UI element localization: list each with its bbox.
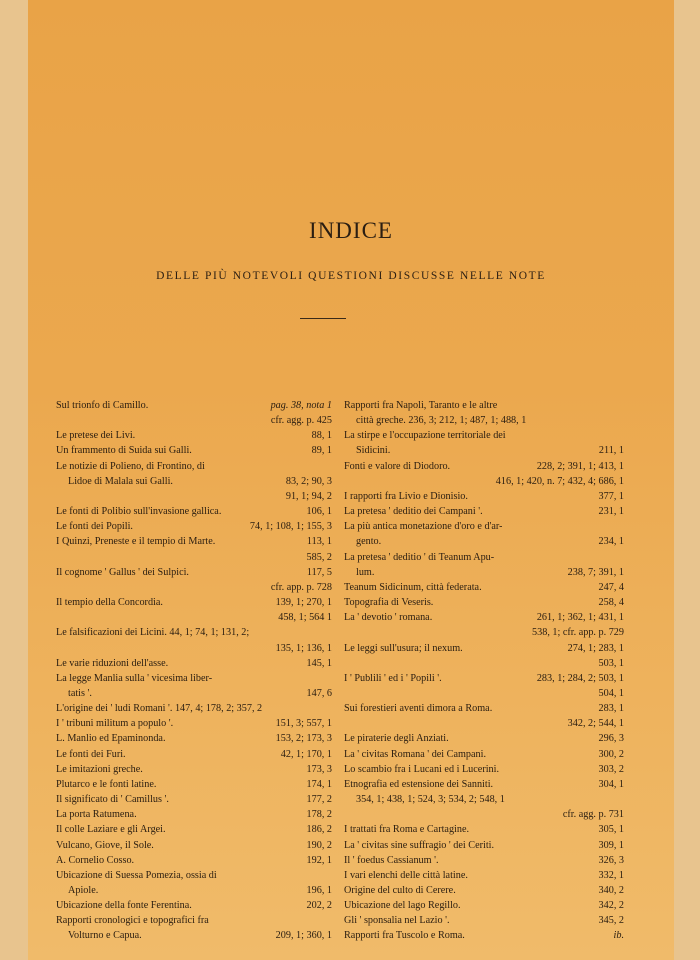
entry-text: I vari elenchi delle città latine. <box>344 869 468 881</box>
index-entry <box>344 489 624 504</box>
index-entry <box>344 550 624 580</box>
entry-page-reference: 340, 2 <box>598 885 624 896</box>
index-entry-line <box>344 716 624 731</box>
index-entry-line <box>56 398 332 413</box>
index-entry-line <box>344 641 624 656</box>
entry-page-reference: 247, 4 <box>598 581 624 593</box>
index-entry-line <box>344 565 624 580</box>
index-entry-line <box>344 838 624 853</box>
entry-text: Rapporti fra Napoli, Taranto e le altre <box>344 400 498 411</box>
entry-text: Le notizie di Polieno, di Frontino, di <box>56 460 205 472</box>
entry-page-reference: 174, 1 <box>306 778 332 790</box>
entry-page-reference: 231, 1 <box>598 506 624 518</box>
entry-text: Rapporti fra Tuscolo e Roma. <box>344 930 465 942</box>
entry-text: La porta Ratumena. <box>56 809 137 821</box>
index-entry <box>56 762 332 777</box>
entry-text: Le fonti di Polibio sull'invasione gallica. <box>56 506 222 518</box>
entry-page-reference: 342, 2 <box>598 900 624 912</box>
index-entry-line <box>344 398 624 413</box>
index-entry-line <box>344 610 624 625</box>
entry-page-reference: 83, 2; 90, 3 <box>285 475 332 487</box>
entry-page-reference: 173, 3 <box>306 763 332 775</box>
entry-page-reference: 377, 1 <box>598 490 624 502</box>
index-entry-line <box>56 731 332 746</box>
index-entry <box>56 565 332 595</box>
index-entry <box>56 534 332 564</box>
index-entry-line <box>344 883 624 898</box>
index-entry <box>56 731 332 746</box>
entry-page-reference: 416, 1; 420, n. 7; 432, 4; 686, 1 <box>495 475 624 487</box>
index-entry <box>344 641 624 671</box>
index-entry-line <box>56 777 332 792</box>
entry-text: città greche. 236, 3; 212, 1; 487, 1; 488, 1 <box>356 415 527 427</box>
index-entry-line <box>344 489 624 504</box>
index-entry <box>56 792 332 807</box>
entry-text: A. Cornelio Cosso. <box>56 854 135 866</box>
entry-page-reference: 504, 1 <box>598 687 624 699</box>
entry-text: Il cognome ' Gallus ' dei Sulpici. <box>56 566 189 578</box>
entry-text: Il tempio della Concordia. <box>56 597 163 609</box>
entry-page-reference: 211, 1 <box>598 445 624 457</box>
entry-page-reference: 153, 2; 173, 3 <box>275 733 332 745</box>
entry-text: Le falsificazioni dei Licini. 44, 1; 74, 1; 131, 2; <box>56 627 250 639</box>
index-entry-line <box>56 428 332 443</box>
index-entry <box>56 913 332 943</box>
entry-text: Lo scambio fra i Lucani ed i Lucerini. <box>344 763 500 775</box>
index-entry <box>56 701 332 716</box>
index-entry-line <box>344 459 624 474</box>
entry-text: I rapporti fra Livio e Dionisio. <box>344 490 468 502</box>
entry-text: Sul trionfo di Camillo. <box>56 400 149 411</box>
index-entry <box>56 716 332 731</box>
entry-text: Rapporti cronologici e topografici fra <box>56 915 209 927</box>
entry-text: Vulcano, Giove, il Sole. <box>56 839 154 851</box>
index-entry <box>56 625 332 655</box>
entry-text: Origine del culto di Cerere. <box>344 885 456 896</box>
index-entry-line <box>344 686 624 701</box>
index-entry-line <box>344 777 624 792</box>
entry-text: La legge Manlia sulla ' vicesima liber- <box>56 672 213 684</box>
entry-page-reference: 89, 1 <box>311 445 332 457</box>
entry-page-reference: 538, 1; cfr. app. p. 729 <box>532 627 624 639</box>
page-subtitle: DELLE PIÙ NOTEVOLI QUESTIONI DISCUSSE NELLE NOTE <box>156 270 546 282</box>
page-title: INDICE <box>309 218 393 243</box>
index-entry-line <box>344 747 624 762</box>
index-entry-line <box>56 580 332 595</box>
index-entry <box>56 822 332 837</box>
index-entry-line <box>344 792 624 807</box>
index-entry-line <box>344 580 624 595</box>
index-entry <box>344 595 624 610</box>
entry-page-reference: 113, 1 <box>306 536 332 548</box>
index-entry-line <box>56 550 332 565</box>
index-entry <box>56 443 332 458</box>
entry-page-reference: 91, 1; 94, 2 <box>285 490 332 502</box>
index-entry <box>344 519 624 549</box>
index-entry-line <box>56 641 332 656</box>
index-entry <box>344 610 624 640</box>
entry-page-reference: 209, 1; 360, 1 <box>275 930 332 942</box>
entry-text: Apiole. <box>68 885 99 896</box>
index-entry <box>344 398 624 428</box>
entry-page-reference: 296, 3 <box>598 733 624 745</box>
entry-page-reference: 151, 3; 557, 1 <box>275 718 332 730</box>
entry-text: La pretesa ' deditio ' di Teanum Apu- <box>344 551 495 563</box>
index-entry-line <box>56 459 332 474</box>
index-entry-line <box>344 701 624 716</box>
index-entry <box>56 838 332 853</box>
index-entry-line <box>56 883 332 898</box>
index-entry <box>56 398 332 428</box>
entry-text: tatis '. <box>68 687 92 699</box>
entry-page-reference: 332, 1 <box>598 869 624 881</box>
index-entry-line <box>344 762 624 777</box>
entry-page-reference: cfr. agg. p. 425 <box>270 415 332 427</box>
entry-page-reference: 234, 1 <box>598 536 624 548</box>
index-entry <box>344 459 624 489</box>
entry-page-reference: 585, 2 <box>306 551 332 563</box>
entry-page-reference: 300, 2 <box>598 748 624 760</box>
index-entry <box>344 671 624 701</box>
entry-page-reference: 177, 2 <box>306 794 332 806</box>
index-entry <box>56 853 332 868</box>
entry-page-reference: 326, 3 <box>598 854 624 866</box>
index-entry <box>56 868 332 898</box>
entry-page-reference: cfr. app. p. 728 <box>270 581 332 593</box>
entry-page-reference: 106, 1 <box>306 506 332 518</box>
index-entry-line <box>56 838 332 853</box>
entry-page-reference: 258, 4 <box>598 597 624 609</box>
index-entry <box>344 822 624 837</box>
index-entry-line <box>344 731 624 746</box>
index-entry-line <box>56 913 332 928</box>
index-entry-line <box>56 625 332 640</box>
entry-text: Il colle Laziare e gli Argei. <box>56 824 166 836</box>
index-entry <box>344 701 624 731</box>
index-entry-line <box>344 868 624 883</box>
index-entry-line <box>344 413 624 428</box>
index-entry <box>56 671 332 701</box>
entry-text: I Quinzi, Preneste e il tempio di Marte. <box>56 536 216 548</box>
index-entry-line <box>56 701 332 716</box>
index-entry-line <box>344 443 624 458</box>
index-entry-line <box>344 913 624 928</box>
entry-page-reference: cfr. agg. p. 731 <box>562 809 624 821</box>
entry-text: L. Manlio ed Epaminonda. <box>56 733 166 745</box>
entry-text: I ' tribuni militum a populo '. <box>56 718 174 730</box>
index-entry <box>344 762 624 777</box>
entry-page-reference: 74, 1; 108, 1; 155, 3 <box>249 521 332 533</box>
index-entry-line <box>56 822 332 837</box>
entry-page-reference: 139, 1; 270, 1 <box>275 597 332 609</box>
entry-page-reference: 303, 2 <box>598 763 624 775</box>
entry-text: Plutarco e le fonti latine. <box>56 778 157 790</box>
index-entry-line <box>56 656 332 671</box>
index-entry <box>344 838 624 853</box>
entry-page-reference: 135, 1; 136, 1 <box>275 642 332 654</box>
entry-text: La stirpe e l'occupazione territoriale dei <box>344 430 506 442</box>
entry-text: Gli ' sponsalia nel Lazio '. <box>344 915 450 927</box>
entry-page-reference: 238, 7; 391, 1 <box>567 566 624 578</box>
entry-text: Etnografia ed estensione dei Sanniti. <box>344 778 494 790</box>
index-entry <box>344 898 624 913</box>
entry-page-reference: 309, 1 <box>598 839 624 851</box>
entry-page-reference: pag. 38, nota 1 <box>270 400 332 411</box>
entry-text: gento. <box>356 536 382 548</box>
entry-text: Le varie riduzioni dell'asse. <box>56 657 169 669</box>
index-entry-line <box>56 747 332 762</box>
entry-text: Lidoe di Malala sui Galli. <box>68 475 173 487</box>
entry-text: Sui forestieri aventi dimora a Roma. <box>344 703 493 715</box>
index-entry-line <box>344 428 624 443</box>
entry-text: La ' civitas sine suffragio ' dei Ceriti. <box>344 839 495 851</box>
index-entry-line <box>344 474 624 489</box>
index-entry <box>56 519 332 534</box>
index-entry-line <box>56 807 332 822</box>
index-entry-line <box>56 474 332 489</box>
entry-text: La ' civitas Romana ' dei Campani. <box>344 748 487 760</box>
entry-page-reference: 274, 1; 283, 1 <box>567 642 624 654</box>
entry-text: Volturno e Capua. <box>68 930 142 942</box>
entry-text: Ubicazione del lago Regillo. <box>344 900 461 912</box>
index-entry <box>56 807 332 822</box>
index-entry <box>344 747 624 762</box>
entry-page-reference: 202, 2 <box>306 900 332 912</box>
entry-page-reference: 147, 6 <box>306 687 332 699</box>
index-entry-line <box>56 716 332 731</box>
entry-text: Teanum Sidicinum, città federata. <box>344 581 482 593</box>
entry-text: lum. <box>356 566 375 578</box>
index-entry <box>56 459 332 504</box>
index-entry <box>344 777 624 822</box>
entry-page-reference: 458, 1; 564 1 <box>278 612 332 624</box>
entry-text: 354, 1; 438, 1; 524, 3; 534, 2; 548, 1 <box>356 794 505 806</box>
entry-text: L'origine dei ' ludi Romani '. 147, 4; 178, 2; 357, 2 <box>56 703 263 715</box>
index-entry <box>56 777 332 792</box>
index-entry <box>56 747 332 762</box>
entry-text: Il significato di ' Camillus '. <box>56 794 169 806</box>
index-entry <box>56 656 332 671</box>
index-entry <box>344 731 624 746</box>
index-entry-line <box>56 762 332 777</box>
index-entry-line <box>56 443 332 458</box>
index-entry-line <box>56 868 332 883</box>
index-entry <box>56 595 332 625</box>
entry-page-reference: 345, 2 <box>598 915 624 927</box>
entry-page-reference: 196, 1 <box>306 885 332 896</box>
entry-text: Le leggi sull'usura; il nexum. <box>344 642 463 654</box>
entry-page-reference: 145, 1 <box>306 657 332 669</box>
index-column-left <box>56 398 332 944</box>
index-entry-line <box>56 595 332 610</box>
index-entry-line <box>344 656 624 671</box>
index-entry-line <box>56 686 332 701</box>
entry-text: I ' Publili ' ed i ' Popili '. <box>344 672 442 684</box>
entry-page-reference: 190, 2 <box>306 839 332 851</box>
index-entry-line <box>56 610 332 625</box>
entry-text: Un frammento di Suida sui Galli. <box>56 445 192 457</box>
index-entry-line <box>56 504 332 519</box>
entry-text: I trattati fra Roma e Cartagine. <box>344 824 470 836</box>
entry-text: Le fonti dei Furi. <box>56 748 126 760</box>
index-entry <box>344 853 624 868</box>
index-entry-line <box>344 928 624 943</box>
index-entry <box>56 898 332 913</box>
entry-text: Il ' foedus Cassianum '. <box>344 854 439 866</box>
entry-text: Le pretese dei Livi. <box>56 430 136 442</box>
index-entry-line <box>56 489 332 504</box>
entry-text: Fonti e valore di Diodoro. <box>344 460 451 472</box>
entry-text: La pretesa ' deditio dei Campani '. <box>344 506 483 518</box>
entry-text: Sidicini. <box>356 445 391 457</box>
index-entry-line <box>344 625 624 640</box>
index-entry-line <box>344 595 624 610</box>
index-entry-line <box>344 534 624 549</box>
index-entry <box>344 868 624 883</box>
entry-text: Ubicazione della fonte Ferentina. <box>56 900 192 912</box>
index-entry-line <box>344 898 624 913</box>
index-entry-line <box>56 565 332 580</box>
index-entry <box>56 428 332 443</box>
index-column-right <box>344 398 624 944</box>
index-entry-line <box>344 822 624 837</box>
index-entry <box>344 580 624 595</box>
entry-text: La più antica monetazione d'oro e d'ar- <box>344 521 503 533</box>
entry-page-reference: 178, 2 <box>306 809 332 821</box>
index-entry-line <box>344 519 624 534</box>
entry-page-reference: 261, 1; 362, 1; 431, 1 <box>536 612 624 624</box>
entry-text: Le imitazioni greche. <box>56 763 143 775</box>
index-entry-line <box>344 807 624 822</box>
entry-page-reference: 304, 1 <box>598 778 624 790</box>
title-rule <box>300 318 346 319</box>
index-entry <box>344 428 624 458</box>
index-entry-line <box>56 413 332 428</box>
index-entry-line <box>56 519 332 534</box>
index-entry <box>344 504 624 519</box>
index-entry-line <box>344 550 624 565</box>
index-entry-line <box>344 853 624 868</box>
entry-text: Le piraterie degli Anziati. <box>344 733 449 745</box>
index-entry <box>344 883 624 898</box>
entry-page-reference: ib. <box>613 930 624 942</box>
entry-text: Ubicazione di Suessa Pomezia, ossia di <box>56 869 217 881</box>
entry-page-reference: 283, 1 <box>598 703 624 715</box>
entry-page-reference: 228, 2; 391, 1; 413, 1 <box>536 460 624 472</box>
index-entry-line <box>56 898 332 913</box>
index-entry <box>344 913 624 928</box>
entry-page-reference: 192, 1 <box>306 854 332 866</box>
index-entry-line <box>56 792 332 807</box>
index-entry <box>56 504 332 519</box>
entry-page-reference: 186, 2 <box>306 824 332 836</box>
entry-page-reference: 305, 1 <box>598 824 624 836</box>
index-entry-line <box>344 671 624 686</box>
entry-text: Le fonti dei Popili. <box>56 521 133 533</box>
entry-page-reference: 342, 2; 544, 1 <box>567 718 624 730</box>
entry-page-reference: 42, 1; 170, 1 <box>280 748 332 760</box>
entry-page-reference: 503, 1 <box>598 657 624 669</box>
index-entry-line <box>56 671 332 686</box>
index-entry-line <box>344 504 624 519</box>
entry-text: Topografia di Veseris. <box>344 597 434 609</box>
entry-page-reference: 283, 1; 284, 2; 503, 1 <box>536 672 624 684</box>
index-entry-line <box>56 928 332 943</box>
index-entry-line <box>56 853 332 868</box>
entry-page-reference: 117, 5 <box>306 566 332 578</box>
entry-page-reference: 88, 1 <box>311 430 332 442</box>
index-entry-line <box>56 534 332 549</box>
book-page <box>28 0 674 960</box>
entry-text: La ' devotio ' romana. <box>344 612 433 624</box>
index-entry <box>344 928 624 943</box>
